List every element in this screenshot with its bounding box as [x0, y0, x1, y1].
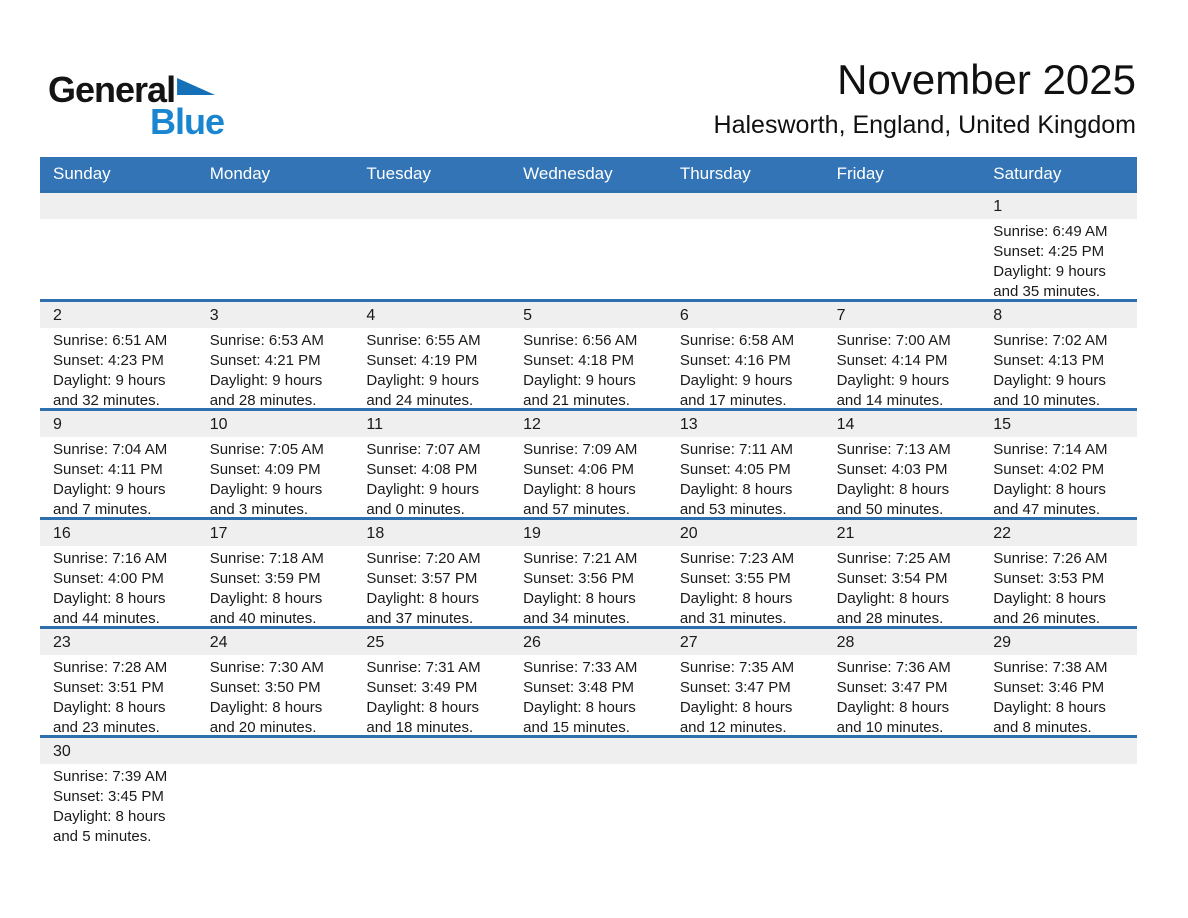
day-number: 8 — [993, 307, 1003, 324]
calendar-day-cell — [980, 520, 1137, 626]
day-number: 29 — [993, 634, 1012, 651]
day-number: 27 — [679, 634, 698, 651]
logo-triangle-icon — [177, 78, 215, 95]
daylight-text-line2: and 15 minutes. — [523, 719, 630, 735]
daylight-text-line1: Daylight: 9 hours — [53, 372, 166, 389]
calendar-day-cell — [980, 193, 1137, 299]
day-number: 13 — [679, 416, 698, 433]
daylight-text-line2: and 7 minutes. — [53, 501, 152, 517]
calendar-day-cell — [824, 302, 981, 408]
daylight-text-line1: Daylight: 8 hours — [679, 590, 793, 607]
weekday-header-thursday: Thursday — [679, 163, 751, 183]
logo-text-blue: Blue — [150, 101, 225, 142]
daylight-text-line2: and 57 minutes. — [523, 501, 630, 517]
weekday-header-friday: Friday — [836, 163, 884, 183]
calendar-day-cell — [980, 411, 1137, 517]
calendar-empty-cell — [40, 193, 197, 299]
sunset-text: Sunset: 4:16 PM — [679, 352, 791, 369]
daylight-text-line2: and 20 minutes. — [209, 719, 317, 735]
calendar-day-cell — [667, 411, 824, 517]
calendar-day-cell — [824, 629, 981, 735]
sunset-text: Sunset: 3:47 PM — [679, 679, 791, 696]
daylight-text-line1: Daylight: 8 hours — [53, 590, 166, 607]
daylight-text-line2: and 23 minutes. — [53, 719, 160, 735]
sunset-text: Sunset: 3:51 PM — [53, 679, 164, 696]
day-number: 23 — [53, 634, 71, 651]
daylight-text-line1: Daylight: 9 hours — [209, 372, 323, 389]
daylight-text-line1: Daylight: 8 hours — [523, 699, 636, 716]
sunrise-text: Sunrise: 7:09 AM — [523, 441, 638, 458]
day-number: 1 — [993, 198, 1003, 215]
daylight-text-line1: Daylight: 9 hours — [366, 372, 479, 389]
day-number: 28 — [836, 634, 855, 651]
calendar-week-row — [40, 408, 1137, 517]
calendar-day-cell — [40, 738, 197, 895]
sunrise-text: Sunrise: 7:26 AM — [993, 550, 1108, 567]
sunrise-text: Sunrise: 7:38 AM — [993, 659, 1108, 676]
daylight-text-line1: Daylight: 8 hours — [209, 590, 323, 607]
day-number: 25 — [366, 634, 385, 651]
calendar-empty-cell — [980, 738, 1137, 895]
sunset-text: Sunset: 3:49 PM — [366, 679, 478, 696]
sunrise-text: Sunrise: 7:31 AM — [366, 659, 481, 676]
calendar-week-row — [40, 517, 1137, 626]
calendar-empty-cell — [667, 193, 824, 299]
daylight-text-line2: and 0 minutes. — [366, 501, 465, 517]
calendar-week-row — [40, 735, 1137, 895]
sunrise-text: Sunrise: 7:13 AM — [836, 441, 951, 458]
sunset-text: Sunset: 4:09 PM — [209, 461, 321, 478]
sunset-text: Sunset: 4:13 PM — [993, 352, 1105, 369]
day-number: 10 — [209, 416, 228, 433]
sunrise-text: Sunrise: 7:07 AM — [366, 441, 481, 458]
daylight-text-line1: Daylight: 8 hours — [523, 590, 636, 607]
calendar-day-cell — [197, 411, 354, 517]
day-number: 3 — [209, 307, 219, 324]
calendar-day-cell — [197, 520, 354, 626]
daylight-text-line1: Daylight: 8 hours — [523, 481, 636, 498]
sunrise-text: Sunrise: 6:55 AM — [366, 332, 481, 349]
daylight-text-line1: Daylight: 8 hours — [993, 590, 1106, 607]
sunset-text: Sunset: 4:14 PM — [836, 352, 948, 369]
calendar-empty-cell — [667, 738, 824, 895]
day-number: 19 — [523, 525, 541, 542]
sunset-text: Sunset: 3:56 PM — [523, 570, 635, 587]
daylight-text-line1: Daylight: 9 hours — [366, 481, 479, 498]
calendar-weeks — [40, 190, 1137, 895]
sunset-text: Sunset: 3:48 PM — [523, 679, 635, 696]
weekday-header-tuesday: Tuesday — [366, 163, 431, 183]
sunrise-text: Sunrise: 7:33 AM — [523, 659, 638, 676]
day-number: 20 — [679, 525, 698, 542]
daylight-text-line2: and 47 minutes. — [993, 501, 1101, 517]
daylight-text-line1: Daylight: 8 hours — [993, 699, 1106, 716]
daylight-text-line1: Daylight: 8 hours — [53, 808, 166, 825]
daylight-text-line2: and 40 minutes. — [209, 610, 317, 626]
daylight-text-line1: Daylight: 8 hours — [993, 481, 1106, 498]
daylight-text-line2: and 28 minutes. — [836, 610, 944, 626]
calendar-empty-cell — [510, 193, 667, 299]
day-number: 11 — [366, 416, 384, 433]
daylight-text-line2: and 50 minutes. — [836, 501, 944, 517]
sunset-text: Sunset: 4:23 PM — [53, 352, 164, 369]
day-number: 9 — [53, 416, 62, 433]
day-number: 6 — [679, 307, 689, 324]
sunset-text: Sunset: 4:03 PM — [836, 461, 948, 478]
daylight-text-line1: Daylight: 8 hours — [836, 699, 950, 716]
day-number: 4 — [366, 307, 376, 324]
sunrise-text: Sunrise: 7:05 AM — [209, 441, 324, 458]
sunset-text: Sunset: 3:57 PM — [366, 570, 478, 587]
day-number: 7 — [836, 307, 846, 324]
daylight-text-line2: and 35 minutes. — [993, 283, 1101, 299]
daylight-text-line2: and 32 minutes. — [53, 392, 160, 408]
calendar-day-cell — [197, 302, 354, 408]
sunset-text: Sunset: 4:05 PM — [679, 461, 791, 478]
location-subtitle: Halesworth, England, United Kingdom — [713, 111, 1136, 140]
day-number: 17 — [209, 525, 228, 542]
day-number: 26 — [523, 634, 541, 651]
sunrise-text: Sunrise: 7:16 AM — [53, 550, 168, 567]
weekday-header-saturday: Saturday — [993, 163, 1062, 183]
day-number: 2 — [53, 307, 62, 324]
sunset-text: Sunset: 4:02 PM — [993, 461, 1105, 478]
daylight-text-line2: and 8 minutes. — [993, 719, 1092, 735]
sunrise-text: Sunrise: 7:39 AM — [53, 768, 168, 785]
daylight-text-line1: Daylight: 9 hours — [209, 481, 323, 498]
daylight-text-line1: Daylight: 9 hours — [993, 263, 1106, 280]
calendar-day-cell — [824, 411, 981, 517]
sunrise-text: Sunrise: 7:23 AM — [679, 550, 795, 567]
daylight-text-line2: and 34 minutes. — [523, 610, 630, 626]
sunrise-text: Sunrise: 6:58 AM — [679, 332, 795, 349]
calendar-week-row — [40, 190, 1137, 299]
daylight-text-line2: and 44 minutes. — [53, 610, 160, 626]
sunrise-text: Sunrise: 7:04 AM — [53, 441, 168, 458]
sunset-text: Sunset: 4:11 PM — [53, 461, 163, 478]
day-number: 12 — [523, 416, 541, 433]
daylight-text-line2: and 5 minutes. — [53, 828, 152, 845]
day-number: 15 — [993, 416, 1012, 433]
sunrise-text: Sunrise: 7:30 AM — [209, 659, 324, 676]
sunset-text: Sunset: 3:45 PM — [53, 788, 164, 805]
weekday-header-monday: Monday — [209, 163, 271, 183]
daylight-text-line2: and 14 minutes. — [836, 392, 944, 408]
sunset-text: Sunset: 3:59 PM — [209, 570, 321, 587]
calendar-day-cell — [353, 629, 510, 735]
sunrise-text: Sunrise: 6:49 AM — [993, 223, 1108, 240]
daylight-text-line1: Daylight: 9 hours — [836, 372, 950, 389]
daylight-text-line1: Daylight: 9 hours — [53, 481, 166, 498]
calendar-day-cell — [980, 629, 1137, 735]
daylight-text-line1: Daylight: 8 hours — [679, 481, 793, 498]
sunrise-text: Sunrise: 7:18 AM — [209, 550, 324, 567]
daylight-text-line1: Daylight: 9 hours — [523, 372, 636, 389]
sunrise-text: Sunrise: 6:56 AM — [523, 332, 638, 349]
daylight-text-line1: Daylight: 8 hours — [366, 590, 479, 607]
sunrise-text: Sunrise: 7:14 AM — [993, 441, 1108, 458]
day-number: 21 — [836, 525, 855, 542]
calendar-empty-cell — [353, 738, 510, 895]
calendar-day-cell — [353, 302, 510, 408]
daylight-text-line1: Daylight: 8 hours — [366, 699, 479, 716]
daylight-text-line1: Daylight: 8 hours — [209, 699, 323, 716]
sunset-text: Sunset: 4:00 PM — [53, 570, 164, 587]
sunrise-text: Sunrise: 7:28 AM — [53, 659, 168, 676]
weekday-header-row — [40, 157, 1137, 190]
calendar-day-cell — [667, 629, 824, 735]
sunrise-text: Sunrise: 7:11 AM — [679, 441, 793, 458]
day-number: 5 — [523, 307, 533, 324]
calendar-day-cell — [510, 411, 667, 517]
calendar-empty-cell — [824, 193, 981, 299]
sunset-text: Sunset: 3:55 PM — [679, 570, 791, 587]
daylight-text-line2: and 31 minutes. — [679, 610, 787, 626]
day-number: 16 — [53, 525, 71, 542]
daylight-text-line1: Daylight: 8 hours — [53, 699, 166, 716]
daylight-text-line2: and 3 minutes. — [209, 501, 309, 517]
calendar-empty-cell — [197, 193, 354, 299]
day-number: 18 — [366, 525, 385, 542]
calendar-day-cell — [40, 520, 197, 626]
calendar-table — [40, 157, 1137, 895]
day-number: 24 — [209, 634, 228, 651]
sunrise-text: Sunrise: 7:20 AM — [366, 550, 481, 567]
sunrise-text: Sunrise: 6:51 AM — [53, 332, 168, 349]
daylight-text-line1: Daylight: 8 hours — [836, 590, 950, 607]
calendar-empty-cell — [197, 738, 354, 895]
daylight-text-line2: and 10 minutes. — [836, 719, 944, 735]
daylight-text-line2: and 37 minutes. — [366, 610, 474, 626]
header-title-block — [714, 56, 1136, 140]
calendar-day-cell — [824, 520, 981, 626]
day-number: 14 — [836, 416, 855, 433]
daylight-text-line2: and 28 minutes. — [209, 392, 317, 408]
daylight-text-line1: Daylight: 9 hours — [679, 372, 793, 389]
daylight-text-line2: and 53 minutes. — [679, 501, 787, 517]
daylight-text-line2: and 18 minutes. — [366, 719, 474, 735]
sunrise-text: Sunrise: 7:35 AM — [679, 659, 795, 676]
calendar-day-cell — [40, 302, 197, 408]
daylight-text-line2: and 12 minutes. — [679, 719, 787, 735]
sunset-text: Sunset: 3:53 PM — [993, 570, 1105, 587]
calendar-day-cell — [40, 629, 197, 735]
sunrise-text: Sunrise: 7:25 AM — [836, 550, 951, 567]
daylight-text-line2: and 10 minutes. — [993, 392, 1101, 408]
calendar-day-cell — [353, 520, 510, 626]
sunset-text: Sunset: 3:54 PM — [836, 570, 948, 587]
sunrise-text: Sunrise: 7:36 AM — [836, 659, 951, 676]
logo-text-general: General — [48, 69, 176, 110]
sunset-text: Sunset: 4:19 PM — [366, 352, 478, 369]
sunset-text: Sunset: 3:47 PM — [836, 679, 948, 696]
calendar-day-cell — [980, 302, 1137, 408]
sunset-text: Sunset: 3:46 PM — [993, 679, 1105, 696]
calendar-day-cell — [667, 520, 824, 626]
calendar-day-cell — [510, 520, 667, 626]
weekday-header-wednesday: Wednesday — [523, 163, 613, 183]
day-number: 22 — [993, 525, 1012, 542]
page-title: November 2025 — [837, 56, 1136, 103]
sunset-text: Sunset: 4:06 PM — [523, 461, 635, 478]
daylight-text-line1: Daylight: 8 hours — [836, 481, 950, 498]
sunrise-text: Sunrise: 7:21 AM — [523, 550, 638, 567]
weekday-header-sunday: Sunday — [53, 163, 111, 183]
sunset-text: Sunset: 4:18 PM — [523, 352, 635, 369]
sunset-text: Sunset: 4:25 PM — [993, 243, 1105, 260]
daylight-text-line2: and 24 minutes. — [366, 392, 474, 408]
calendar-day-cell — [510, 302, 667, 408]
calendar-day-cell — [353, 411, 510, 517]
sunrise-text: Sunrise: 6:53 AM — [209, 332, 324, 349]
sunset-text: Sunset: 4:21 PM — [209, 352, 321, 369]
calendar-day-cell — [667, 302, 824, 408]
calendar-day-cell — [510, 629, 667, 735]
daylight-text-line2: and 17 minutes. — [679, 392, 787, 408]
calendar-week-row — [40, 299, 1137, 408]
sunrise-text: Sunrise: 7:02 AM — [993, 332, 1108, 349]
sunset-text: Sunset: 4:08 PM — [366, 461, 478, 478]
daylight-text-line2: and 26 minutes. — [993, 610, 1101, 626]
daylight-text-line1: Daylight: 8 hours — [679, 699, 793, 716]
calendar-day-cell — [40, 411, 197, 517]
sunset-text: Sunset: 3:50 PM — [209, 679, 321, 696]
sunrise-text: Sunrise: 7:00 AM — [836, 332, 951, 349]
calendar-day-cell — [197, 629, 354, 735]
day-number: 30 — [53, 743, 71, 760]
daylight-text-line2: and 21 minutes. — [523, 392, 630, 408]
calendar-empty-cell — [824, 738, 981, 895]
general-blue-logo — [48, 69, 225, 142]
calendar-empty-cell — [353, 193, 510, 299]
calendar-week-row — [40, 626, 1137, 735]
daylight-text-line1: Daylight: 9 hours — [993, 372, 1106, 389]
calendar-empty-cell — [510, 738, 667, 895]
